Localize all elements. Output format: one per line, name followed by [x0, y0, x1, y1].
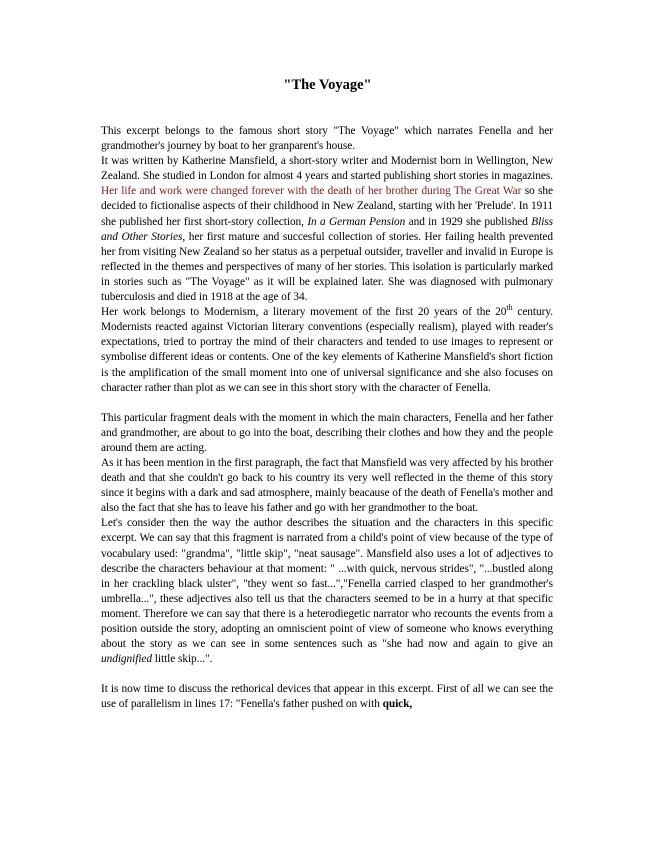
text-span: Let's consider then the way the author describes the situation and the characters in this specific excerpt. We can say that this fragment is narrated from a child's point of view because of the type of vocabulary used: "grandma", "little skip", "neat sausage". Mansfield also uses a lot of adjectives to describe the characters behaviour at that moment: " ...with quick, nervous strides", "...bustled along in her crackling black ulster", "they went so fast...","Fenella carried clasped to her grandmother's umbrella...", these adjectives also tell us that the characters seemed to be in a hurry at that specific moment. Therefore we can say that there is a heterodiegetic narrator who recounts the events from a position outside the story, adopting an omniscient point of view of someone who knows everything about the story as we can see in some sentences such as "she had now and again to give an: [101, 517, 553, 651]
text-span: so she decided to fictionalise aspects of their childhood in New Zealand, starting with her 'Prelude'. In 1911 she published her first short-story collection,: [101, 185, 553, 228]
text-span: little skip...".: [152, 653, 213, 666]
highlighted-text: Her life and work were changed forever with the death of her brother during The Great War: [101, 185, 522, 198]
text-span: Her work belongs to Modernism, a literary movement of the first 20 years of the 20: [101, 306, 507, 319]
paragraph-fragment: This particular fragment deals with the moment in which the main characters, Fenella and her father and grandmother, are about to go into the boat, describing their clothes and how they and the people around them are acting.: [101, 411, 553, 454]
italic-word: undignified: [101, 653, 153, 666]
text-span: and in 1929 she published: [405, 215, 532, 228]
text-span: her first mature and succesful collection of stories. Her failing health prevented her from visiting New Zealand so her status as a perpetual outsider, traveller and invalid in Europe is reflected in the themes and perspectives of many of her stories. This isolation is particularly marked in stories such as "The Voyage" as it will be explained later. She was diagnosed with pulmonary tuberculosis and died in 1918 at the age of 34.: [101, 230, 553, 304]
text-span: century. Modernists reacted against Victorian literary conventions (especially realism), played with reader's expectations, tried to portray the mind of their characters and tended to use images to represent or symbolise different ideas or contents. One of the key elements of Katherine Mansfield's short fiction is the amplification of the small moment into one of universal significance and she also focuses on character rather than plot as we can see in this short story with the character of Fenella.: [101, 306, 553, 394]
paragraph-modernism: [101, 305, 553, 396]
paragraph-rhetorical-devices: [101, 682, 553, 712]
document-body: [101, 124, 553, 712]
paragraph-theme: As it has been mention in the first paragraph, the fact that Mansfield was very affected by his brother death and that she couldn't go back to his country its very well reflected in the theme of this story since it begins with a dark and sad atmosphere, mainly beacause of the death of Fenella's mother and also the fact that she has to leave his father and go with her grandmother to the boat.: [101, 456, 553, 515]
text-span: It is now time to discuss the rethorical devices that appear in this excerpt. First of all we can see the use of parallelism in lines 17: "Fenella's father pushed on with: [101, 683, 553, 711]
paragraph-narration: [101, 516, 553, 667]
page-title: "The Voyage": [283, 77, 372, 93]
book-title-italic: In a German Pension: [307, 215, 406, 228]
paragraph-author-biography: [101, 154, 553, 305]
bold-word: quick,: [382, 698, 413, 711]
paragraph-intro: This excerpt belongs to the famous short story "The Voyage" which narrates Fenella and her grandmother's journey by boat to her granparent's house.: [101, 125, 553, 153]
book-title-italic: Bliss and Other Stories,: [101, 215, 554, 243]
superscript: th: [506, 303, 513, 313]
text-span: It was written by Katherine Mansfield, a short-story writer and Modernist born in Wellington, New Zealand. She studied in London for almost 4 years and started publishing short stories in magazines.: [101, 155, 553, 183]
